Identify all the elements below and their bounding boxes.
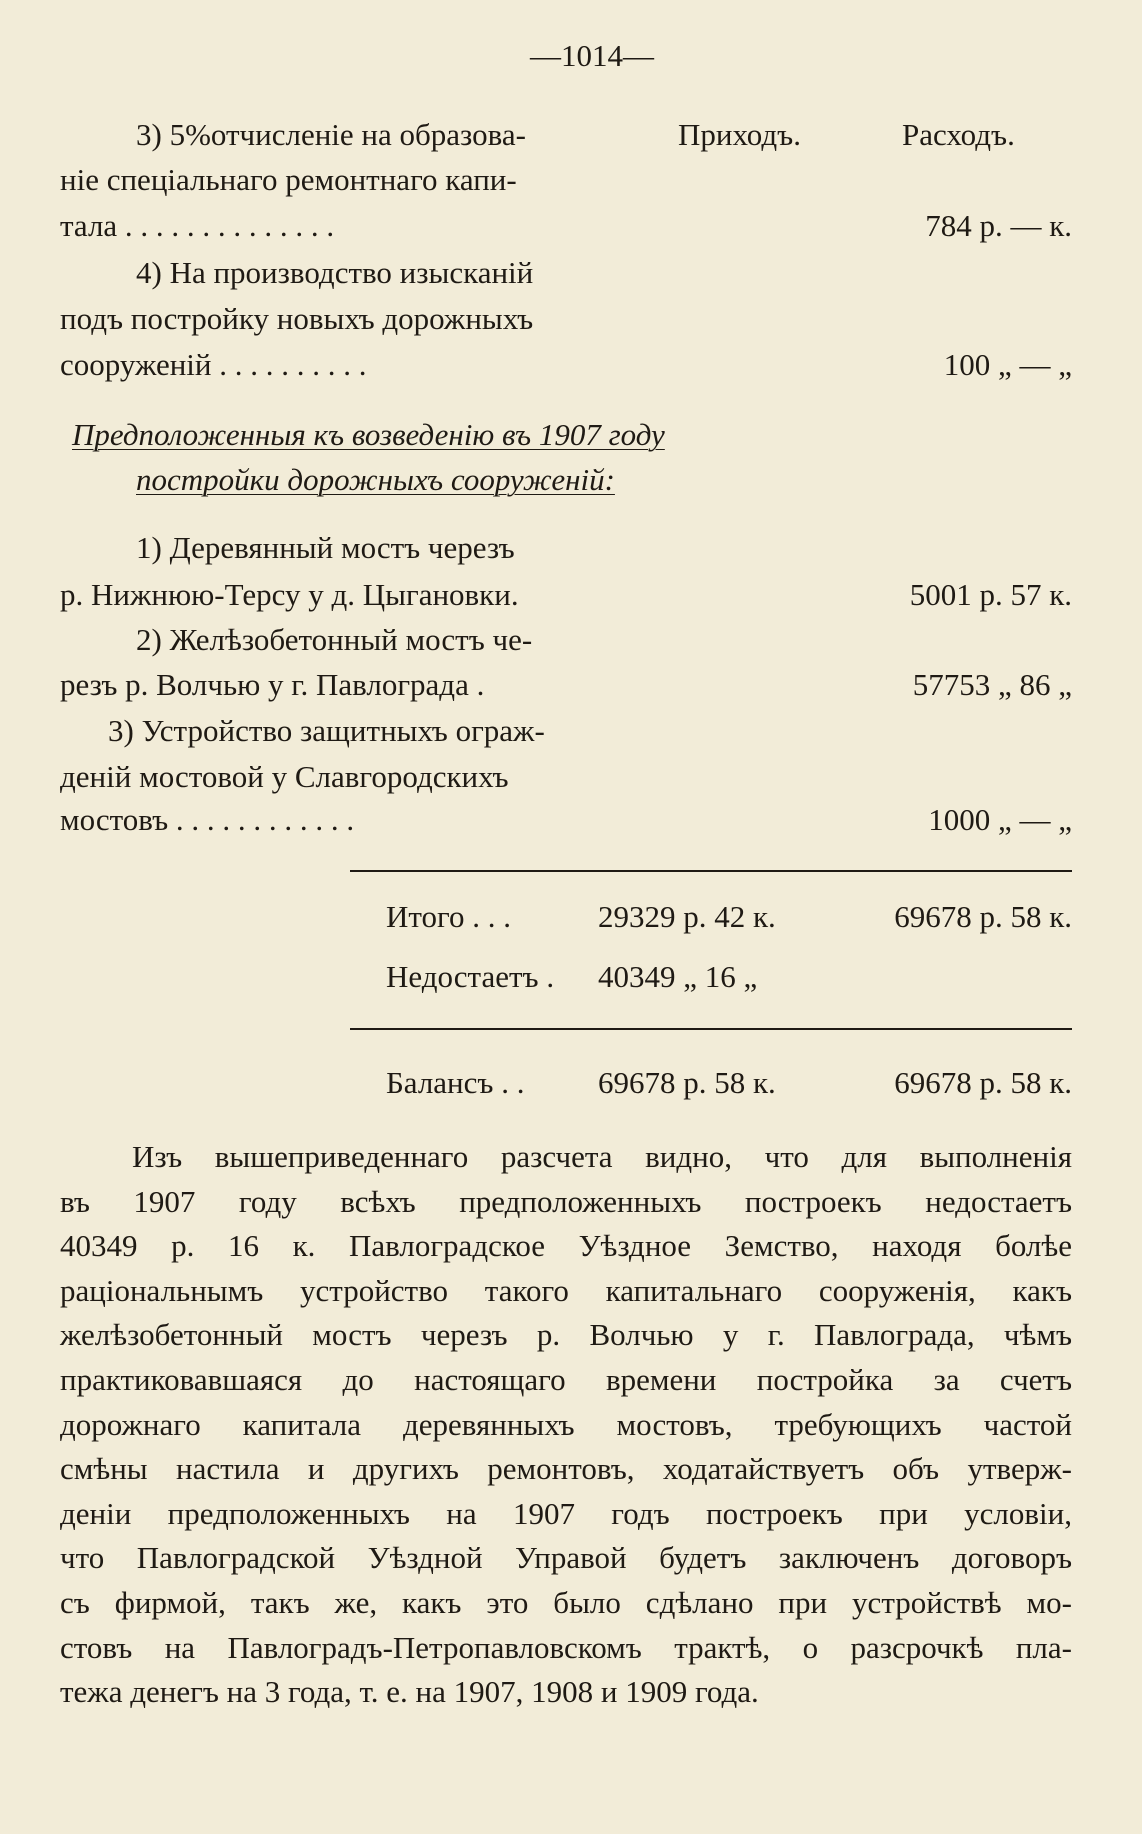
balance-expense: 69678 р. 58 к. bbox=[894, 1065, 1072, 1100]
deficit-value: 40349 „ 16 „ bbox=[598, 959, 758, 994]
item-3-line-1: 3) 5%отчисленіе на образова- bbox=[136, 117, 526, 152]
deficit-label: Недостаетъ . bbox=[386, 959, 555, 994]
item-4-line-3: сооруженій . . . . . . . . . . bbox=[60, 347, 367, 382]
paragraph-line: желѣзобетонный мостъ черезъ р. Волчью у г. Павлограда, чѣмъ bbox=[60, 1317, 1072, 1353]
section-title-line-1: Предположенныя къ возведенію въ 1907 году bbox=[72, 417, 665, 452]
paragraph-line: стовъ на Павлоградъ-Петропавловскомъ трактѣ, о разсрочкѣ пла- bbox=[60, 1629, 1072, 1665]
item-4-line-1: 4) На производство изысканій bbox=[136, 255, 534, 290]
balance-income: 69678 р. 58 к. bbox=[598, 1065, 776, 1100]
section-item-1-line-2: р. Нижнюю-Терсу у д. Цыгановки. bbox=[60, 577, 519, 612]
item-4-line-2: подъ постройку новыхъ дорожныхъ bbox=[60, 301, 534, 336]
section-item-3-line-1: 3) Устройство защитныхъ ограж- bbox=[108, 713, 545, 748]
itogo-income: 29329 р. 42 к. bbox=[598, 899, 776, 934]
body-paragraph bbox=[60, 1135, 1072, 1715]
paragraph-line: практиковавшаяся до настоящаго времени постройка за счетъ bbox=[60, 1361, 1072, 1397]
section-item-3-line-3: мостовъ . . . . . . . . . . . . bbox=[60, 802, 355, 837]
divider-top bbox=[350, 870, 1072, 872]
divider-bottom bbox=[350, 1028, 1072, 1030]
paragraph-line: тежа денегъ на 3 года, т. е. на 1907, 1908 и 1909 года. bbox=[60, 1674, 759, 1710]
paragraph-line: дорожнаго капитала деревянныхъ мостовъ, требующихъ частой bbox=[60, 1406, 1072, 1442]
header-income: Приходъ. bbox=[678, 117, 801, 152]
section-title-line-2: постройки дорожныхъ сооруженій: bbox=[136, 462, 615, 497]
itogo-label: Итого . . . bbox=[386, 899, 511, 934]
paragraph-line: раціональнымъ устройство такого капитальнаго сооруженія, какъ bbox=[60, 1272, 1072, 1308]
item-3-line-2: ніе спеціальнаго ремонтнаго капи- bbox=[60, 162, 517, 197]
section-item-1-amount: 5001 р. 57 к. bbox=[909, 577, 1072, 612]
item-3-amount: 784 р. — к. bbox=[925, 208, 1072, 243]
paragraph-line: смѣны настила и другихъ ремонтовъ, ходатайствуетъ объ утверж- bbox=[60, 1451, 1072, 1487]
paragraph-line: 40349 р. 16 к. Павлоградское Уѣздное Земство, находя болѣе bbox=[60, 1228, 1072, 1264]
header-expense: Расходъ. bbox=[902, 117, 1015, 152]
page-number: —1014— bbox=[530, 38, 654, 73]
paragraph-line: что Павлоградской Уѣздной Управой будетъ заключенъ договоръ bbox=[60, 1540, 1072, 1576]
balance-label: Балансъ . . bbox=[386, 1065, 525, 1100]
paragraph-line: въ 1907 году всѣхъ предположенныхъ построекъ недостаетъ bbox=[60, 1183, 1072, 1219]
paragraph-line: Изъ вышеприведеннаго разсчета видно, что для выполненія bbox=[132, 1139, 1072, 1174]
itogo-expense: 69678 р. 58 к. bbox=[894, 899, 1072, 934]
section-item-3-line-2: деній мостовой у Славгородскихъ bbox=[60, 759, 509, 794]
item-3-line-3: тала . . . . . . . . . . . . . . bbox=[60, 208, 335, 243]
section-item-3-amount: 1000 „ — „ bbox=[928, 802, 1072, 837]
section-item-2-line-1: 2) Желѣзобетонный мостъ че- bbox=[136, 622, 533, 657]
section-item-1-line-1: 1) Деревянный мостъ черезъ bbox=[136, 530, 515, 565]
section-item-2-line-2: резъ р. Волчью у г. Павлограда . bbox=[60, 667, 485, 702]
paragraph-line: деніи предположенныхъ на 1907 годъ построекъ при условіи, bbox=[60, 1495, 1072, 1531]
section-item-2-amount: 57753 „ 86 „ bbox=[912, 667, 1072, 702]
item-4-amount: 100 „ — „ bbox=[943, 347, 1072, 382]
paragraph-line: съ фирмой, такъ же, какъ это было сдѣлано при устройствѣ мо- bbox=[60, 1584, 1072, 1620]
